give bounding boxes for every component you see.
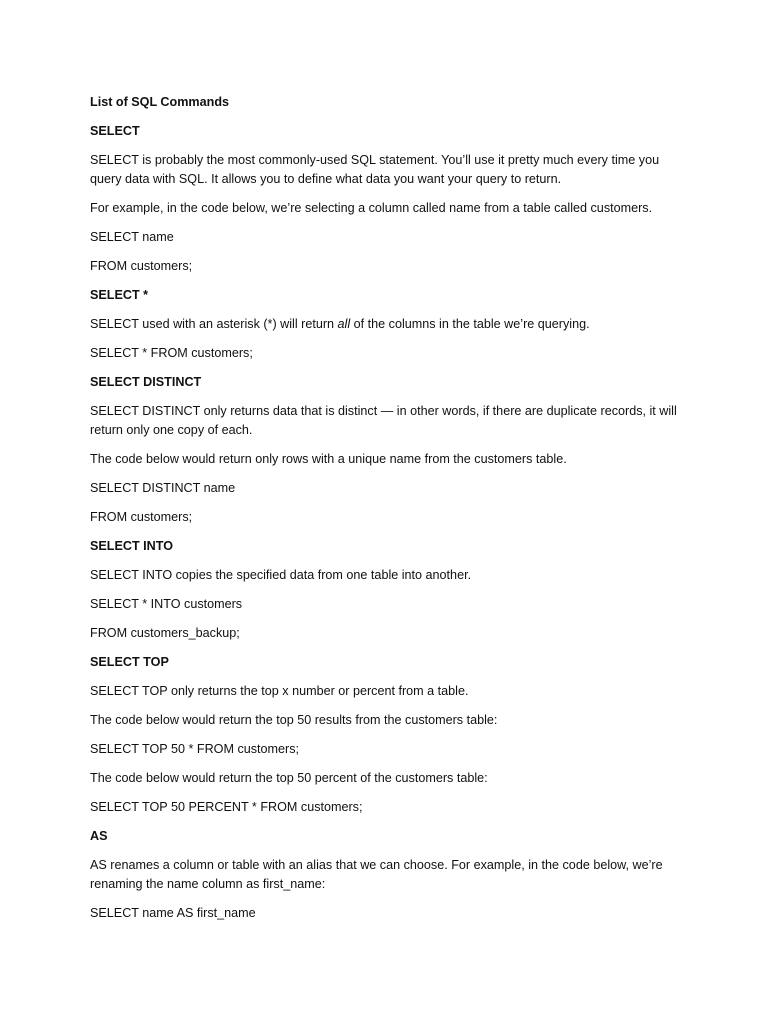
code-line: SELECT TOP 50 PERCENT * FROM customers; bbox=[90, 800, 363, 814]
select-star-paragraph bbox=[90, 315, 690, 334]
select-distinct-paragraph: SELECT DISTINCT only returns data that is distinct — in other words, if there are duplicate records, it will return only one copy of each. bbox=[90, 404, 677, 437]
select-into-paragraph: SELECT INTO copies the specified data from one table into another. bbox=[90, 568, 472, 582]
select-top-example-paragraph: The code below would return the top 50 results from the customers table: bbox=[90, 713, 498, 727]
code-line: FROM customers_backup; bbox=[90, 626, 240, 640]
section-heading-select-star: SELECT * bbox=[90, 288, 149, 302]
document-title: List of SQL Commands bbox=[90, 95, 230, 109]
select-distinct-example-paragraph: The code below would return only rows with a unique name from the customers table. bbox=[90, 452, 567, 466]
text-run: SELECT used with an asterisk (*) will return bbox=[90, 317, 338, 331]
code-line: SELECT * FROM customers; bbox=[90, 346, 253, 360]
code-line: FROM customers; bbox=[90, 510, 193, 524]
document-page bbox=[90, 93, 690, 933]
section-heading-select: SELECT bbox=[90, 124, 140, 138]
select-example-paragraph: For example, in the code below, we’re selecting a column called name from a table called customers. bbox=[90, 201, 653, 215]
code-line: SELECT DISTINCT name bbox=[90, 481, 236, 495]
code-line: SELECT name bbox=[90, 230, 174, 244]
section-heading-select-top: SELECT TOP bbox=[90, 655, 169, 669]
code-line: SELECT TOP 50 * FROM customers; bbox=[90, 742, 300, 756]
section-heading-select-distinct: SELECT DISTINCT bbox=[90, 375, 202, 389]
select-top-percent-paragraph: The code below would return the top 50 percent of the customers table: bbox=[90, 771, 488, 785]
code-line: FROM customers; bbox=[90, 259, 193, 273]
section-heading-as: AS bbox=[90, 829, 108, 843]
text-run: of the columns in the table we’re querying. bbox=[350, 317, 590, 331]
section-heading-select-into: SELECT INTO bbox=[90, 539, 174, 553]
select-paragraph: SELECT is probably the most commonly-used SQL statement. You’ll use it pretty much every time you query data with SQL. It allows you to define what data you want your query to return. bbox=[90, 153, 660, 186]
as-paragraph: AS renames a column or table with an alias that we can choose. For example, in the code below, we’re renaming the name column as first_name: bbox=[90, 858, 663, 891]
select-top-paragraph: SELECT TOP only returns the top x number or percent from a table. bbox=[90, 684, 469, 698]
emphasis-text: all bbox=[337, 317, 351, 331]
code-line: SELECT * INTO customers bbox=[90, 597, 243, 611]
code-line: SELECT name AS first_name bbox=[90, 906, 256, 920]
